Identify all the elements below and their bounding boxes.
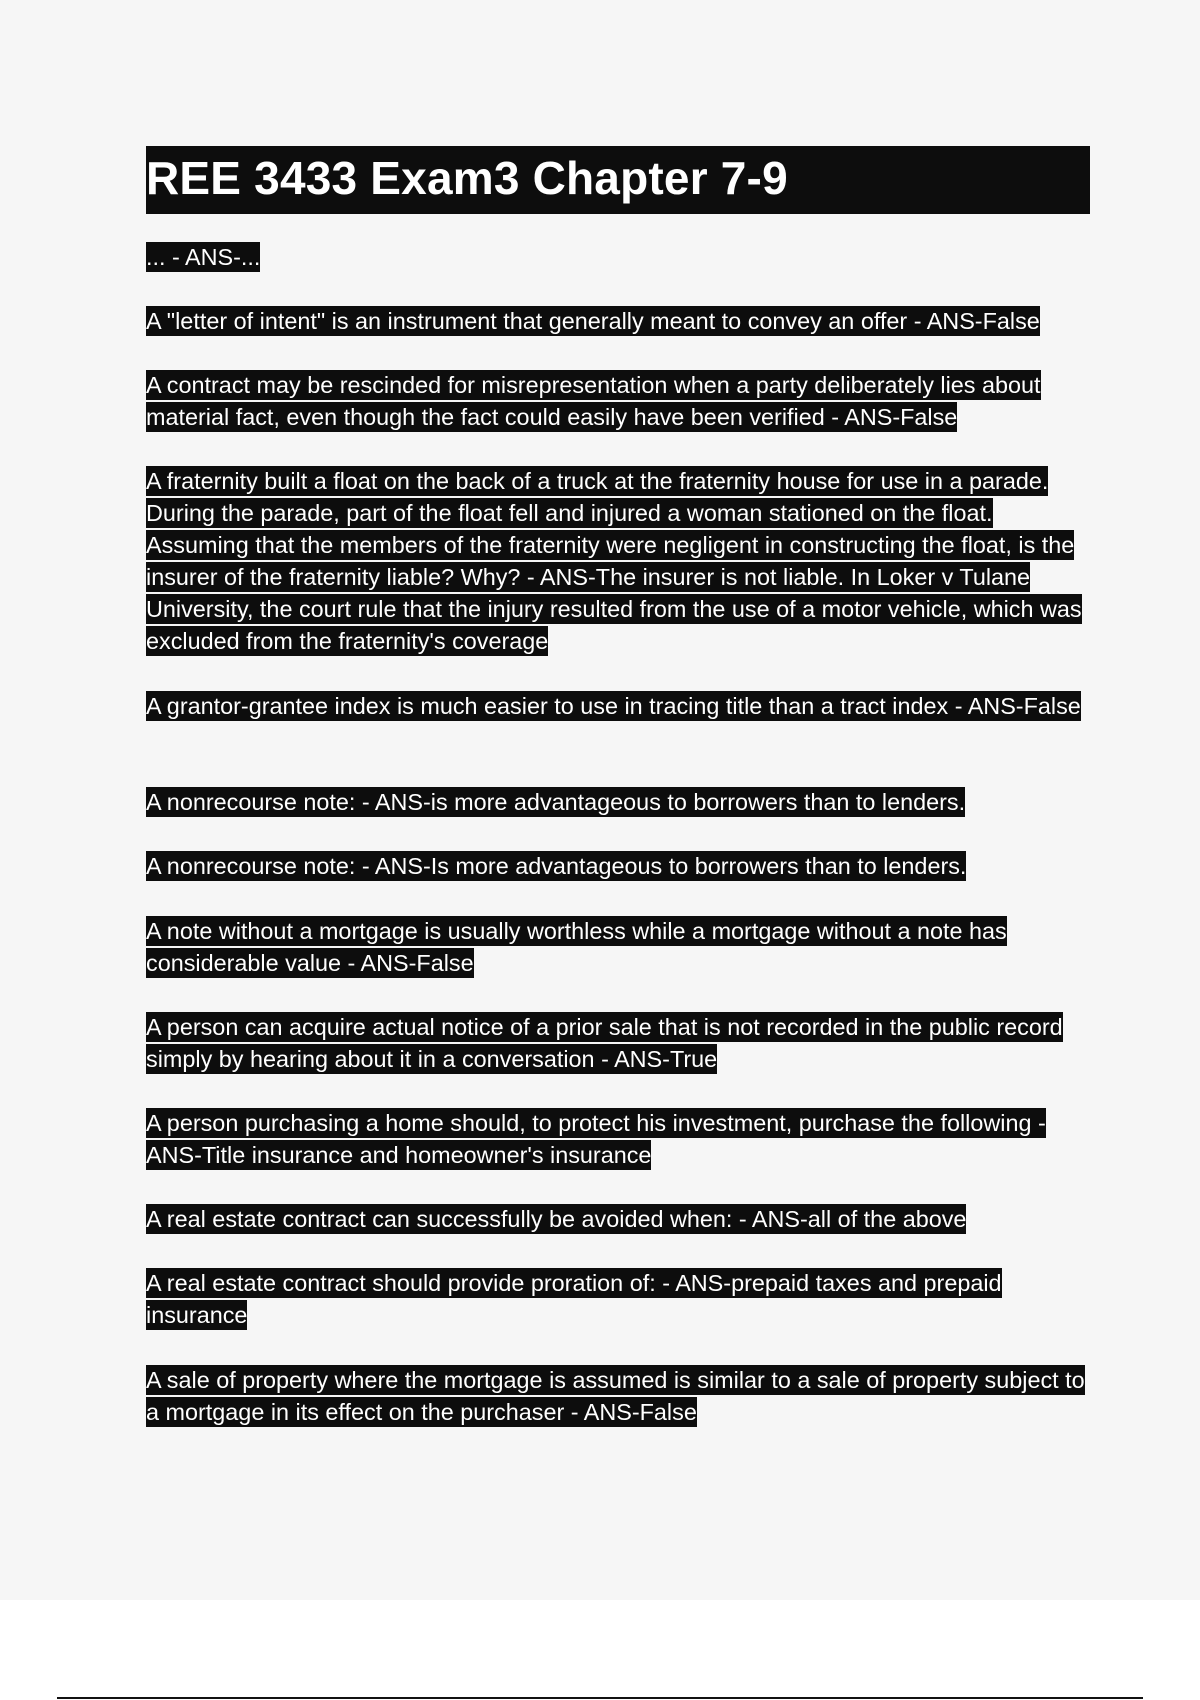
qa-entry-text: A grantor-grantee index is much easier to use in tracing title than a tract index - ANS-False — [146, 693, 1081, 719]
qa-entry — [146, 786, 1090, 818]
qa-entry — [146, 1107, 1090, 1171]
qa-entry-text: A person purchasing a home should, to protect his investment, purchase the following - ANS-Title insurance and homeowner's insurance — [146, 1110, 1046, 1168]
qa-entry-text: A real estate contract should provide proration of: - ANS-prepaid taxes and prepaid insurance — [146, 1270, 1002, 1328]
qa-entry — [146, 1364, 1090, 1428]
qa-entry-text: ... - ANS-... — [146, 244, 261, 270]
qa-entry — [146, 1011, 1090, 1075]
qa-entry — [146, 305, 1090, 337]
qa-entry — [146, 1267, 1090, 1331]
qa-entry-text: A fraternity built a float on the back of a truck at the fraternity house for use in a parade. During the parade, part of the float fell and injured a woman stationed on the float. Assuming that the members of the fraternity were negligent in constructing the float, is the insurer of the fraternity liable? Why? - ANS-The insurer is not liable. In Loker v Tulane University, the court rule that the injury resulted from the use of a motor vehicle, which was excluded from the fraternity's coverage — [146, 468, 1082, 654]
qa-entry-text: A note without a mortgage is usually worthless while a mortgage without a note has considerable value - ANS-False — [146, 918, 1007, 976]
qa-entry-text: A person can acquire actual notice of a prior sale that is not recorded in the public record simply by hearing about it in a conversation - ANS-True — [146, 1014, 1063, 1072]
qa-entry-text: A sale of property where the mortgage is assumed is similar to a sale of property subject to a mortgage in its effect on the purchaser - ANS-False — [146, 1367, 1085, 1425]
qa-entry-text: A nonrecourse note: - ANS-is more advantageous to borrowers than to lenders. — [146, 789, 966, 815]
qa-entry — [146, 915, 1090, 979]
qa-entry — [146, 369, 1090, 433]
title-bar — [146, 146, 1090, 214]
qa-entry — [146, 465, 1090, 657]
qa-entry-text: A nonrecourse note: - ANS-Is more advantageous to borrowers than to lenders. — [146, 853, 967, 879]
qa-entry — [146, 850, 1090, 882]
qa-entry — [146, 690, 1090, 722]
qa-entry — [146, 241, 1090, 273]
qa-entry — [146, 1203, 1090, 1235]
qa-entry-text: A "letter of intent" is an instrument that generally meant to convey an offer - ANS-False — [146, 308, 1040, 334]
qa-entry-text: A contract may be rescinded for misrepresentation when a party deliberately lies about material fact, even though the fact could easily have been verified - ANS-False — [146, 372, 1041, 430]
qa-entry-text: A real estate contract can successfully be avoided when: - ANS-all of the above — [146, 1206, 967, 1232]
document-title: REE 3433 Exam3 Chapter 7-9 — [146, 152, 788, 204]
footer-divider — [57, 1697, 1143, 1699]
